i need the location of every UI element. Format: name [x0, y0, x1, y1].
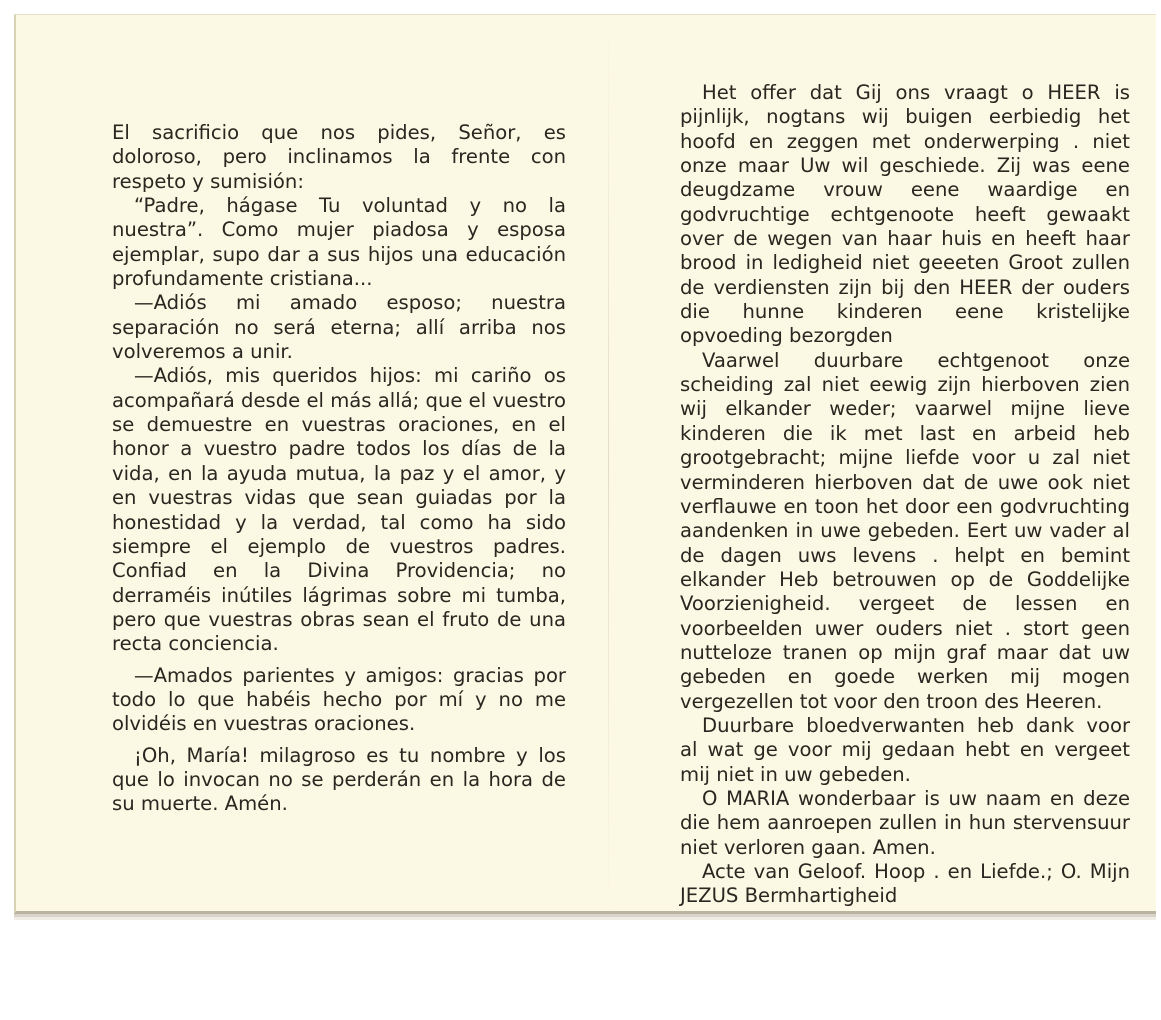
prayer-paragraph: —Amados parientes y amigos: gracias por todo lo que habéis hecho por mí y no me olvidéis en vuestras oraciones. [112, 663, 566, 736]
prayer-paragraph: Het offer dat Gij ons vraagt o HEER is pijnlijk, nogtans wij buigen eerbiedig het hoofd en zeggen met onderwerping . niet onze maar Uw wil geschiede. Zij was eene deugdzame vrouw eene waardige en godvruchtige echtgenoote heeft gewaakt over de wegen van haar huis en heeft haar brood in ledigheid niet geeeten Groot zullen de verdiensten zijn bij den HEER der ouders die hunne kinderen eene kristelijke opvoeding bezorgden [680, 81, 1130, 348]
prayer-paragraph: El sacrificio que nos pides, Señor, es doloroso, pero inclinamos la frente con respeto y sumisión: [112, 121, 566, 193]
spanish-prayer-column [112, 121, 566, 817]
prayer-paragraph: —Adiós, mis queridos hijos: mi cariño os acompañará desde el más allá; que el vuestro se demuestre en vuestras oraciones, en el honor a vuestro padre todos los días de la vida, en la ayuda mutua, la paz y el amor, y en vuestras vidas que sean guiadas por la honestidad y la verdad, tal como ha sido siempre el ejemplo de vuestros padres. Confiad en la Divina Providencia; no derraméis inútiles lágrimas sobre mi tumba, pero que vuestras obras sean el fruto de una recta conciencia. [112, 364, 566, 656]
prayer-paragraph: Vaarwel duurbare echtgenoot onze scheiding zal niet eewig zijn hierboven zien wij elkander weder; vaarwel mijne lieve kinderen die ik met last en arbeid heb grootgebracht; mijne liefde voor u zal niet verminderen hierboven dat de uwe ook niet verflauwe en toon het door een godvruchting aandenken in uwe gebeden. Eert uw vader al de dagen uws levens . helpt en bemint elkander Heb betrouwen op de Goddelijke Voorzienigheid. vergeet de lessen en voorbeelden uwer ouders niet . stort geen nutteloze tranen op mijn graf maar dat uw gebeden en goede werken mij mogen vergezellen tot voor den troon des Heeren. [680, 348, 1130, 713]
prayer-paragraph: Acte van Geloof. Hoop . en Liefde.; O. Mijn JEZUS Bermhartigheid [680, 860, 1130, 908]
dutch-prayer-column [680, 81, 1130, 909]
prayer-paragraph: O MARIA wonderbaar is uw naam en deze die hem aanroepen zullen in hun stervensuur niet verloren gaan. Amen. [680, 786, 1130, 859]
prayer-paragraph: “Padre, hágase Tu voluntad y no la nuestra”. Como mujer piadosa y esposa ejemplar, supo dar a sus hijos una educación profundamente cristiana... [112, 194, 566, 291]
card-fold-line [608, 15, 609, 911]
prayer-paragraph: Duurbare bloedverwanten heb dank voor al wat ge voor mij gedaan hebt en vergeet mij niet in uw gebeden. [680, 713, 1130, 786]
prayer-paragraph: —Adiós mi amado esposo; nuestra separación no será eterna; allí arriba nos volveremos a unir. [112, 291, 566, 364]
prayer-paragraph: ¡Oh, María! milagroso es tu nombre y los que lo invocan no se perderán en la hora de su muerte. Amén. [112, 743, 566, 816]
prayer-card [14, 14, 1156, 914]
